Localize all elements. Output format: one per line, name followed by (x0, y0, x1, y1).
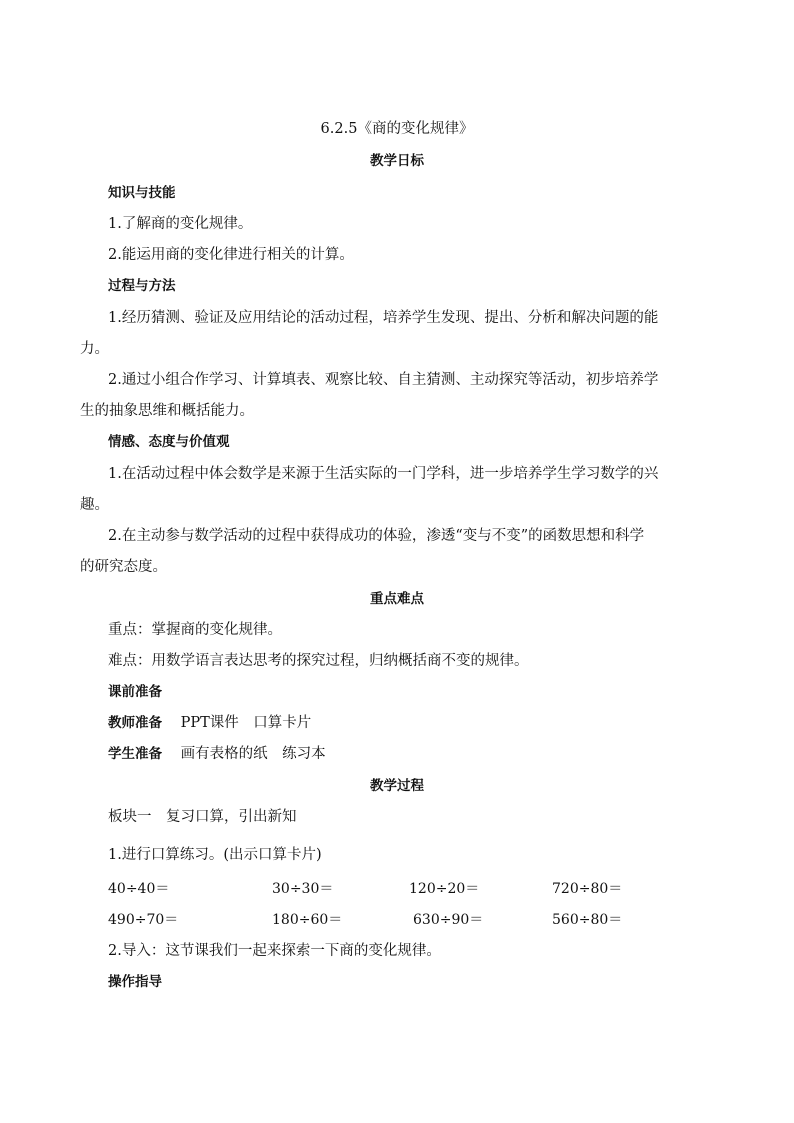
calc-row2-col2: 180÷60＝ (272, 912, 343, 928)
operation-heading: 操作指导 (108, 974, 162, 990)
section-process-heading: 教学过程 (370, 778, 424, 794)
student-prep-label: 学生准备 (108, 746, 162, 762)
knowledge-item-1: 1.了解商的变化规律。 (108, 216, 253, 232)
process-item-2-continued: 生的抽象思维和概括能力。 (80, 403, 254, 419)
process-item-2: 2.通过小组合作学习、计算填表、观察比较、自主猜测、主动探究等活动，初步培养学 (108, 372, 659, 388)
emotion-heading: 情感、态度与价值观 (108, 434, 230, 450)
knowledge-item-2: 2.能运用商的变化律进行相关的计算。 (108, 247, 354, 263)
emotion-item-2-continued: 的研究态度。 (80, 559, 167, 575)
step-2: 2.导入：这节课我们一起来探索一下商的变化规律。 (108, 943, 441, 959)
teacher-prep (108, 713, 311, 733)
calc-row2-col4: 560÷80＝ (552, 912, 623, 928)
step-1: 1.进行口算练习。(出示口算卡片) (108, 847, 322, 863)
calc-row2-col3: 630÷90＝ (413, 912, 484, 928)
process-item-1-continued: 力。 (80, 341, 109, 357)
calc-row1-col2: 30÷30＝ (272, 881, 334, 897)
teacher-prep-label: 教师准备 (108, 715, 162, 731)
calc-row2-col1: 490÷70＝ (108, 912, 179, 928)
process-item-1: 1.经历猜测、验证及应用结论的活动过程，培养学生发现、提出、分析和解决问题的能 (108, 310, 659, 326)
block-one-heading: 板块一 复习口算，引出新知 (108, 809, 297, 825)
calc-row1-col4: 720÷80＝ (552, 881, 623, 897)
calc-row1-col3: 120÷20＝ (409, 881, 480, 897)
knowledge-heading: 知识与技能 (108, 185, 176, 201)
calc-row1-col1: 40÷40＝ (108, 881, 170, 897)
key-point: 重点：掌握商的变化规律。 (108, 622, 282, 638)
student-prep-items: 画有表格的纸 练习本 (180, 746, 326, 762)
emotion-item-1: 1.在活动过程中体会数学是来源于生活实际的一门学科，进一步培养学生学习数学的兴 (108, 466, 659, 482)
prep-heading: 课前准备 (108, 684, 162, 700)
student-prep (108, 744, 326, 764)
process-heading: 过程与方法 (108, 278, 176, 294)
difficult-point: 难点：用数学语言表达思考的探究过程，归纳概括商不变的规律。 (108, 653, 529, 669)
teacher-prep-items: PPT课件 口算卡片 (180, 715, 312, 731)
document-title: 6.2.5《商的变化规律》 (320, 121, 474, 137)
section-key-heading: 重点难点 (370, 591, 424, 607)
section-objectives-heading: 教学日标 (370, 153, 424, 169)
emotion-item-2: 2.在主动参与数学活动的过程中获得成功的体验，渗透“变与不变”的函数思想和科学 (108, 528, 645, 544)
emotion-item-1-continued: 趣。 (80, 497, 109, 513)
